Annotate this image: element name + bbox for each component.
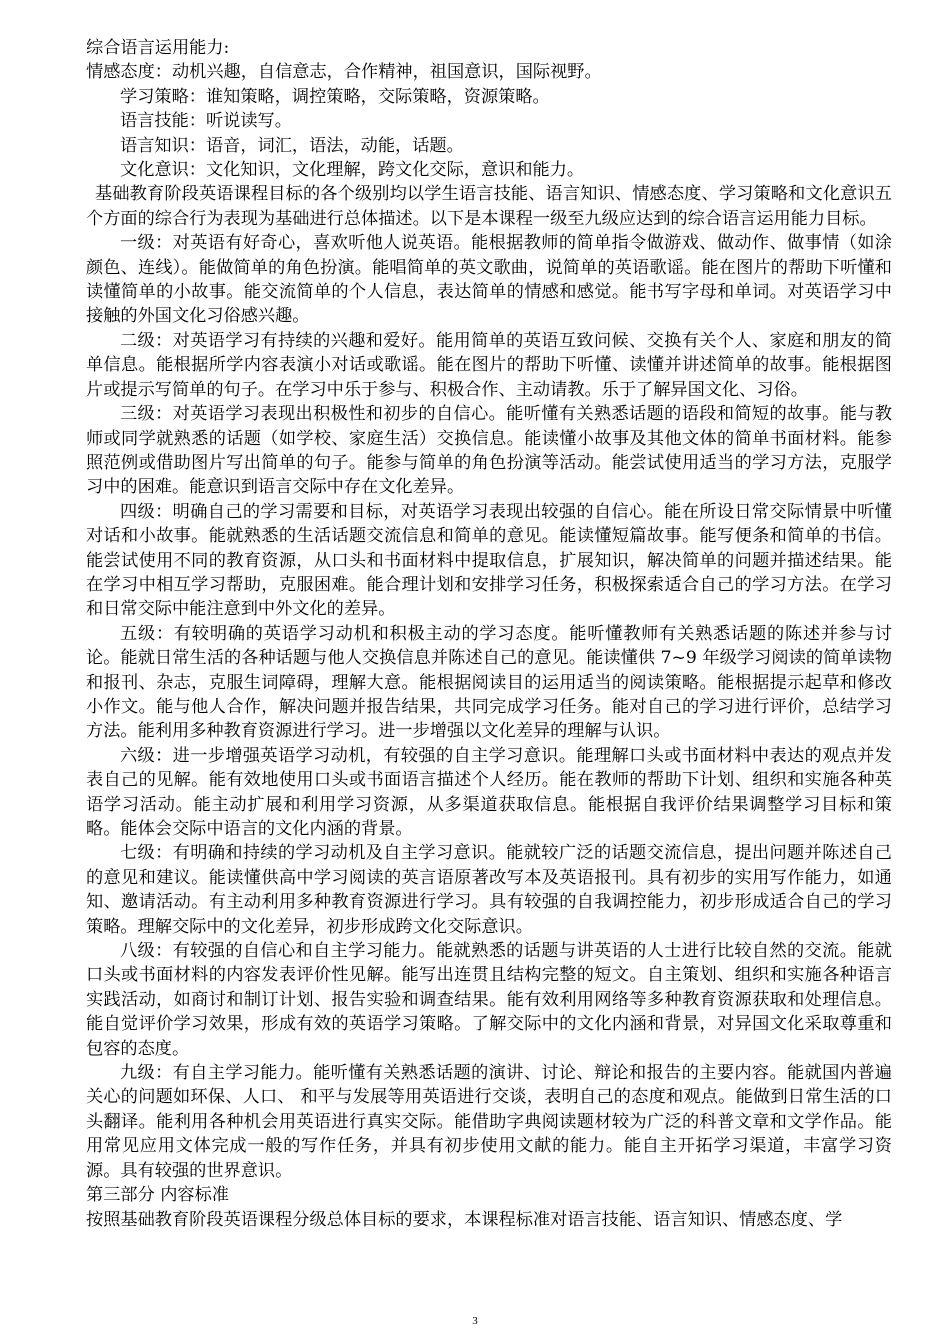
competence-title: 综合语言运用能力:	[86, 38, 230, 58]
level-1-paragraph: 一级：对英语有好奇心，喜欢听他人说英语。能根据教师的简单指令做游戏、做动作、做事情（如涂颜色、连线）。能做简单的角色扮演。能唱简单的英文歌曲，说简单的英语歌谣。能在图片的帮助下听懂和读懂简单的小故事。能交流简单的个人信息，表达简单的情感和感觉。能书写字母和单词。对英语学习中接触的外国文化习俗感兴趣。	[86, 233, 892, 327]
section-heading: 第三部分 内容标准	[86, 1185, 229, 1206]
level-9-paragraph: 九级：有自主学习能力。能听懂有关熟悉话题的演讲、讨论、辩论和报告的主要内容。能就国内普遍关心的问题如环保、人口、 和平与发展等用英语进行交谈，表明自己的态度和观点。能做到日常生活的口头翻译。能利用各种机会用英语进行真实交际。能借助字典阅读题材较为广泛的科普文章和文学作品。能用常见应用文体完成一般的写作任务，并具有初步使用文献的能力。能自主开拓学习渠道，丰富学习资源。具有较强的世界意识。	[86, 1063, 892, 1181]
learning-strategy-line: 学习策略：谁知策略，调控策略，交际策略，资源策略。	[120, 86, 550, 107]
document-page	[86, 36, 892, 1232]
language-skills-line: 语言技能：听说读写。	[120, 111, 292, 132]
level-2-paragraph: 二级：对英语学习有持续的兴趣和爱好。能用简单的英语互致问候、交换有关个人、家庭和朋友的简单信息。能根据所学内容表演小对话或歌谣。能在图片的帮助下听懂、读懂并讲述简单的故事。能根据图片或提示写简单的句子。在学习中乐于参与、积极合作、主动请教。乐于了解异国文化、习俗。	[86, 330, 892, 400]
cultural-awareness-line: 文化意识：文化知识，文化理解，跨文化交际，意识和能力。	[120, 160, 585, 181]
level-5-paragraph: 五级：有较明确的英语学习动机和积极主动的学习态度。能听懂教师有关熟悉话题的陈述并参与讨论。能就日常生活的各种话题与他人交换信息并陈述自己的意见。能读懂供 7~9 年级学习阅读的简单读物和报刊、杂志，克服生词障碍，理解大意。能根据阅读目的运用适当的阅读策略。能根据提示起草和修改小作文。能与他人合作，解决问题并报告结果，共同完成学习任务。能对自己的学习进行评价，总结学习方法。能利用多种教育资源进行学习。进一步增强以文化差异的理解与认识。	[86, 623, 892, 742]
goals-intro-paragraph: 基础教育阶段英语课程目标的各个级别均以学生语言技能、语言知识、情感态度、学习策略和文化意识五个方面的综合行为表现为基础进行总体描述。以下是本课程一级至九级应达到的综合语言运用能力目标。	[86, 184, 892, 229]
page-number: 3	[472, 1315, 478, 1327]
level-6-paragraph: 六级：进一步增强英语学习动机，有较强的自主学习意识。能理解口头或书面材料中表达的观点并发表自己的见解。能有效地使用口头或书面语言描述个人经历。能在教师的帮助下计划、组织和实施各种英语学习活动。能主动扩展和利用学习资源，从多渠道获取信息。能根据自我评价结果调整学习目标和策略。能体会交际中语言的文化内涵的背景。	[86, 745, 892, 839]
emotion-attitude-line: 情感态度：动机兴趣，自信意志，合作精神，祖国意识，国际视野。	[86, 62, 602, 83]
content-standard-paragraph: 按照基础教育阶段英语课程分级总体目标的要求，本课程标准对语言技能、语言知识、情感态度、学	[86, 1209, 843, 1230]
level-7-paragraph: 七级：有明确和持续的学习动机及自主学习意识。能就较广泛的话题交流信息，提出问题并陈述自己的意见和建议。能读懂供高中学习阅读的英言语原著改写本及英语报刊。具有初步的实用写作能力，如通知、邀请活动。有主动利用多种教育资源进行学习。具有较强的自我调控能力，初步形成适合自己的学习策略。理解交际中的文化差异，初步形成跨文化交际意识。	[86, 843, 892, 937]
level-8-paragraph: 八级：有较强的自信心和自主学习能力。能就熟悉的话题与讲英语的人士进行比较自然的交流。能就口头或书面材料的内容发表评价性见解。能写出连贯且结构完整的短文。自主策划、组织和实施各种语言实践活动，如商讨和制订计划、报告实验和调查结果。能有效利用网络等多种教育资源获取和处理信息。能自觉评价学习效果，形成有效的英语学习策略。了解交际中的文化内涵和背景，对异国文化采取尊重和包容的态度。	[86, 941, 892, 1059]
level-4-paragraph: 四级：明确自己的学习需要和目标，对英语学习表现出较强的自信心。能在所设日常交际情景中听懂对话和小故事。能就熟悉的生活话题交流信息和简单的意见。能读懂短篇故事。能写便条和简单的书信。能尝试使用不同的教育资源，从口头和书面材料中提取信息，扩展知识，解决简单的问题并描述结果。能在学习中相互学习帮助，克服困难。能合理计划和安排学习任务，积极探索适合自己的学习方法。在学习和日常交际中能注意到中外文化的差异。	[86, 501, 892, 620]
level-3-paragraph: 三级：对英语学习表现出积极性和初步的自信心。能听懂有关熟悉话题的语段和简短的故事。能与教师或同学就熟悉的话题（如学校、家庭生活）交换信息。能读懂小故事及其他文体的简单书面材料。能参照范例或借助图片写出简单的句子。能参与简单的角色扮演等活动。能尝试使用适当的学习方法，克服学习中的困难。能意识到语言交际中存在文化差异。	[86, 404, 892, 498]
language-knowledge-line: 语言知识：语音，词汇，语法，动能，话题。	[120, 135, 464, 156]
